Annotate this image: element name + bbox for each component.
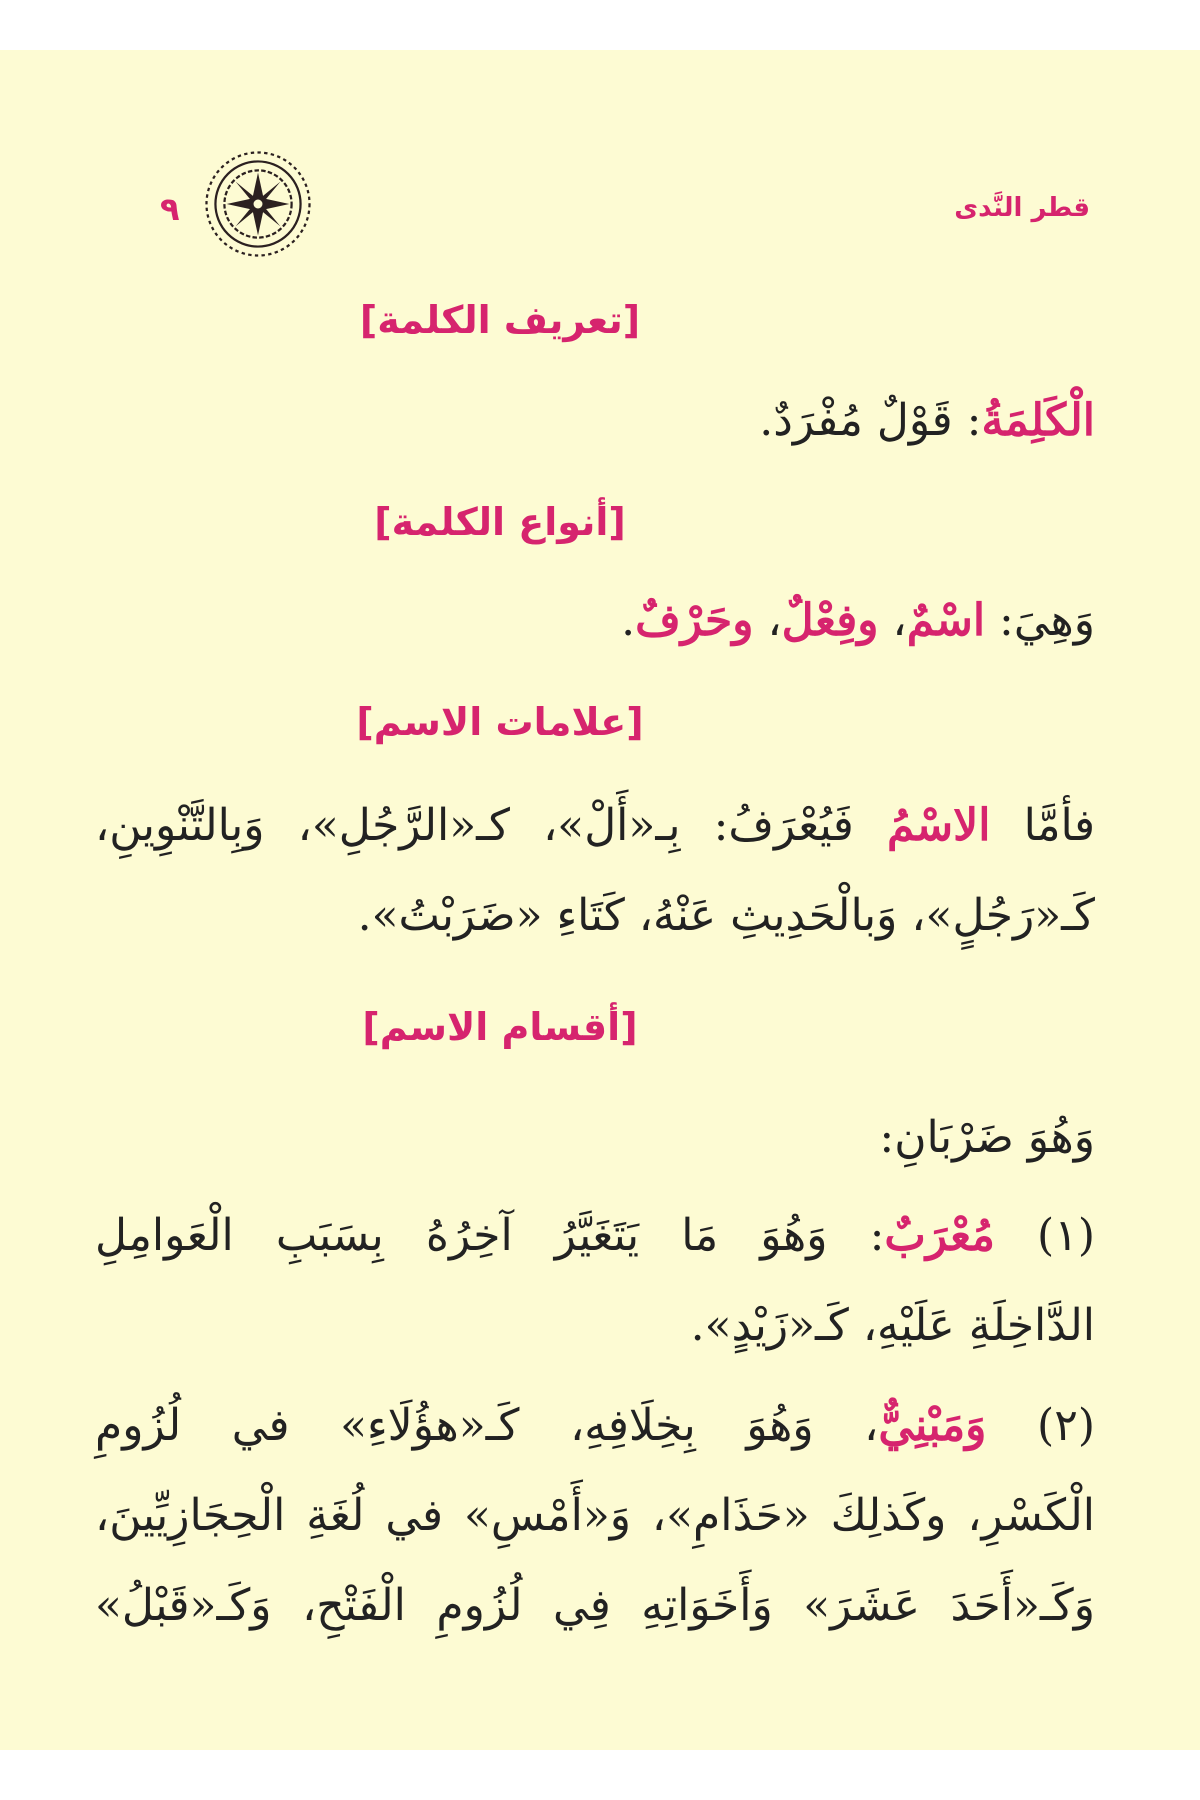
item-1-text: : وَهُوَ مَا يَتَغَيَّرُ آخِرُهُ بِسَبَبِ الْعَوامِلِ xyxy=(95,1210,885,1261)
definition-line xyxy=(95,395,1095,446)
separator: ، xyxy=(753,595,782,646)
types-line xyxy=(95,595,1095,646)
term-fil: وفِعْلٌ xyxy=(781,595,879,646)
item-2-text: ، وَهُوَ بِخِلَافِهِ، كَـ«هؤُلَاءِ» في لُزُومِ xyxy=(95,1400,879,1451)
section-heading-divisions: [أقسام الاسم] xyxy=(362,1005,638,1049)
term-ism: اسْمٌ xyxy=(906,595,986,646)
section-heading-definition: [تعريف الكلمة] xyxy=(359,298,641,342)
period: . xyxy=(621,595,636,646)
section-heading-types: [أنواع الكلمة] xyxy=(374,500,626,544)
item-1-line-2: الدَّاخِلَةِ عَلَيْهِ، كَـ«زَيْدٍ». xyxy=(690,1300,1095,1351)
definition-text: : قَوْلٌ مُفْرَدٌ. xyxy=(759,395,982,446)
term-murab: مُعْرَبٌ xyxy=(884,1210,995,1261)
term-al-ism: الاسْمُ xyxy=(886,800,991,851)
item-2-line-2: الْكَسْرِ، وكَذلِكَ «حَذَامِ»، وَ«أَمْسِ» في لُغَةِ الْحِجَازِيِّينَ، xyxy=(95,1490,1095,1541)
book-title: قطر النَّدى xyxy=(954,193,1090,223)
term-mabni: وَمَبْنِيٌّ xyxy=(878,1400,987,1451)
term-harf: وحَرْفٌ xyxy=(635,595,754,646)
item-2-line-3: وَكَـ«أَحَدَ عَشَرَ» وَأَخَوَاتِهِ فِي لُزُومِ الْفَتْحِ، وَكَـ«قَبْلُ» xyxy=(95,1580,1095,1631)
book-page xyxy=(0,50,1200,1750)
signs-text: فَيُعْرَفُ: بِـ«أَلْ»، كـ«الرَّجُلِ»، وَبِالتَّنْوِينِ، xyxy=(95,800,887,851)
types-intro: وَهِيَ: xyxy=(985,595,1095,646)
item-2-number: (٢) xyxy=(986,1400,1095,1451)
item-2-line-1 xyxy=(95,1400,1095,1451)
page-number: ٩ xyxy=(160,190,180,228)
item-1-number: (١) xyxy=(994,1210,1095,1261)
signs-line-1 xyxy=(95,800,1095,851)
divisions-intro: وَهُوَ ضَرْبَانِ: xyxy=(879,1112,1095,1163)
item-1-line-1 xyxy=(95,1210,1095,1261)
floral-rosette-icon xyxy=(202,148,314,260)
section-heading-signs: [علامات الاسم] xyxy=(356,700,644,744)
separator: ، xyxy=(878,595,907,646)
signs-line-2: كَـ«رَجُلٍ»، وَبالْحَدِيثِ عَنْهُ، كَتَاءِ «ضَرَبْتُ». xyxy=(357,890,1095,941)
signs-prefix: فأمَّا xyxy=(990,800,1095,851)
term-kalima: الْكَلِمَةُ xyxy=(981,395,1095,446)
